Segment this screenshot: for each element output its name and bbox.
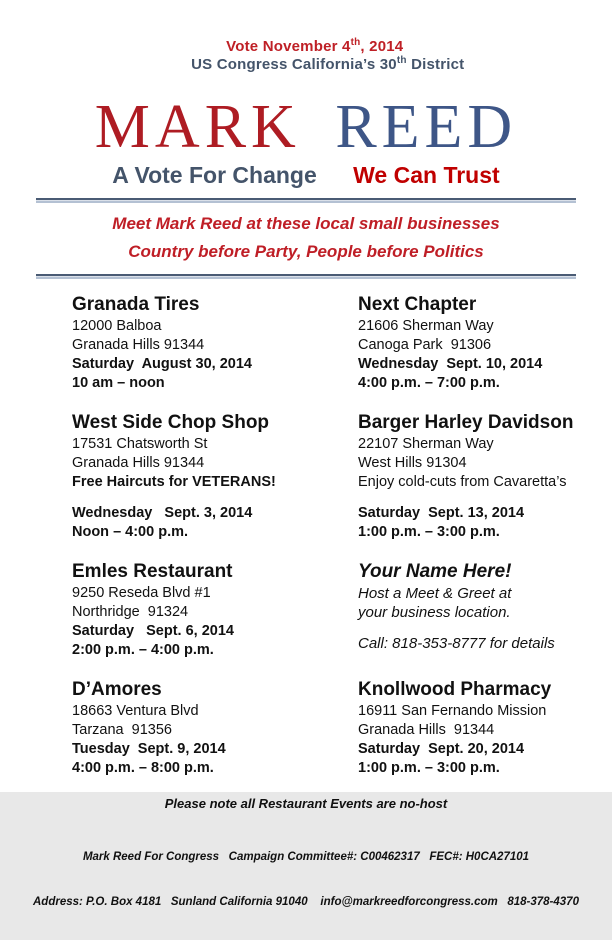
event-line: 1:00 p.m. – 3:00 p.m. [358,760,500,776]
footer-line-1: Mark Reed For Congress Campaign Committee#: C00462317 FEC#: H0CA27101 [82,851,530,863]
event-card-your-name-here [358,560,576,660]
district-superscript: th [396,55,407,66]
event-line-gap [358,622,576,634]
event-row-1 [72,293,576,393]
event-line-gap [72,492,358,504]
event-name: Granada Tires [72,294,200,315]
footer-committee-info [0,820,612,940]
event-name: Your Name Here! [358,561,512,582]
event-line: 17531 Chatsworth St [72,436,208,452]
event-line: Granada Hills 91344 [72,455,205,471]
event-name: Emles Restaurant [72,561,233,582]
event-line: 2:00 p.m. – 4:00 p.m. [72,642,214,658]
banner-line-1: Meet Mark Reed at these local small businesses [112,214,500,233]
event-card-granada-tires [72,293,358,393]
banner-line-2: Country before Party, People before Politics [128,242,484,261]
event-line: 21606 Sherman Way [358,318,494,334]
event-line: Call: 818-353-8777 for details [358,635,555,652]
event-line: 9250 Reseda Blvd #1 [72,585,211,601]
event-name: West Side Chop Shop [72,412,270,433]
candidate-last-name: REED [335,93,518,161]
event-line: Saturday Sept. 6, 2014 [72,623,234,639]
event-card-barger-harley-davidson [358,411,576,542]
slogan-left: A Vote For Change [112,162,317,188]
banner-box [0,203,612,274]
event-line-gap [358,492,576,504]
event-line: West Hills 91304 [358,455,467,471]
district-text: US Congress California’s 30th District [191,55,465,73]
event-card-next-chapter [358,293,576,393]
event-card-knollwood-pharmacy [358,678,576,778]
event-line: Saturday August 30, 2014 [72,356,252,372]
event-line: Free Haircuts for VETERANS! [72,474,276,490]
event-name: Next Chapter [358,294,477,315]
event-line: 18663 Ventura Blvd [72,703,199,719]
event-line: 1:00 p.m. – 3:00 p.m. [358,524,500,540]
slogan-right: We Can Trust [353,162,500,188]
event-line: 16911 San Fernando Mission [358,703,547,719]
event-name: Knollwood Pharmacy [358,679,552,700]
footer-line-2: Address: P.O. Box 4181 Sunland California 91040 info@markreedforcongress.com 818-378-4370 [33,896,579,908]
event-line: Noon – 4:00 p.m. [72,524,189,540]
event-name: D’Amores [72,679,162,700]
event-line: Saturday Sept. 13, 2014 [358,505,525,521]
event-line: Canoga Park 91306 [358,337,492,353]
event-line: Tuesday Sept. 9, 2014 [72,741,226,757]
candidate-first-name: MARK [94,93,301,161]
event-line: Enjoy cold-cuts from Cavaretta’s [358,474,567,490]
event-line: Granada Hills 91344 [72,337,205,353]
event-line: 22107 Sherman Way [358,436,494,452]
campaign-slogan [0,162,612,189]
event-row-2 [72,411,576,542]
no-host-note: Please note all Restaurant Events are no-host [164,796,448,811]
event-line: Northridge 91324 [72,604,189,620]
vote-date-text: Vote November 4th, 2014 [226,37,404,55]
top-header-line [0,0,612,90]
event-line: Granada Hills 91344 [358,722,495,738]
event-line: Saturday Sept. 20, 2014 [358,741,525,757]
event-line: 12000 Balboa [72,318,162,334]
event-line: 4:00 p.m. – 7:00 p.m. [358,375,500,391]
event-line: 10 am – noon [72,375,165,391]
event-line: your business location. [358,604,511,621]
event-name: Barger Harley Davidson [358,412,574,433]
event-line: 4:00 p.m. – 8:00 p.m. [72,760,214,776]
event-row-4 [72,678,576,778]
event-line: Wednesday Sept. 3, 2014 [72,505,253,521]
event-card-damores [72,678,358,778]
candidate-name-title [0,93,612,161]
event-listings [0,279,612,778]
event-line: Tarzana 91356 [72,722,172,738]
event-card-west-side-chop-shop [72,411,358,542]
event-line: Wednesday Sept. 10, 2014 [358,356,543,372]
event-card-emles-restaurant [72,560,358,660]
event-row-3 [72,560,576,660]
vote-date-superscript: th [350,37,361,48]
event-line: Host a Meet & Greet at [358,585,512,602]
